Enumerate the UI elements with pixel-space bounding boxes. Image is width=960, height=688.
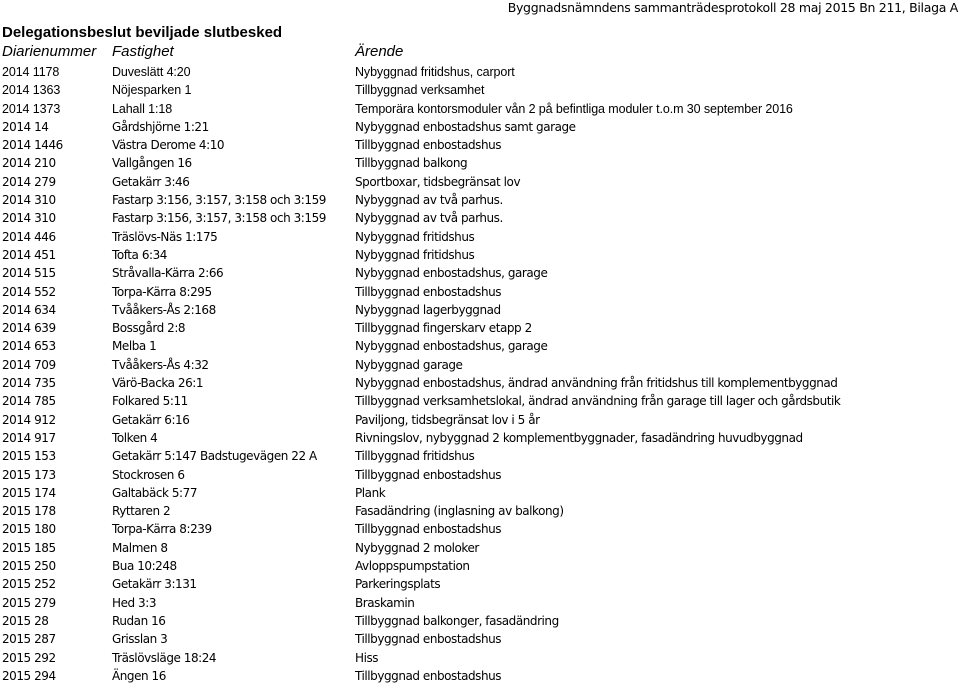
diarienummer-cell: 2015 28	[2, 613, 49, 628]
document-title: Delegationsbeslut beviljade slutbesked	[2, 24, 283, 41]
fastighet-cell: Bossgård 2:8	[112, 321, 186, 336]
diarienummer-cell: 2015 153	[2, 449, 56, 464]
diarienummer-cell: 2015 178	[2, 504, 56, 519]
diarienummer-cell: 2014 1363	[2, 83, 61, 98]
table-row	[0, 613, 960, 631]
arende-cell: Nybyggnad av två parhus.	[355, 193, 503, 208]
diarienummer-cell: 2014 310	[2, 211, 56, 226]
fastighet-cell: Träslövs-Näs 1:175	[112, 229, 218, 244]
arende-cell: Braskamin	[355, 595, 415, 610]
arende-cell: Nybyggnad enbostadshus, garage	[355, 339, 548, 354]
arende-cell: Tillbyggnad fingerskarv etapp 2	[355, 321, 532, 336]
table-row	[0, 412, 960, 430]
table-row	[0, 448, 960, 466]
table-row	[0, 192, 960, 210]
table-row	[0, 595, 960, 613]
diarienummer-cell: 2014 634	[2, 302, 56, 317]
arende-cell: Avloppspumpstation	[355, 559, 470, 574]
fastighet-cell: Ängen 16	[112, 668, 166, 683]
table-row	[0, 155, 960, 173]
diarienummer-cell: 2014 1178	[2, 65, 60, 79]
arende-cell: Nybyggnad fritidshus, carport	[355, 65, 515, 79]
fastighet-cell: Tvååkers-Ås 2:168	[112, 302, 216, 317]
fastighet-cell: Fastarp 3:156, 3:157, 3:158 och 3:159	[112, 193, 326, 208]
table-row	[0, 284, 960, 302]
fastighet-cell: Tofta 6:34	[112, 247, 167, 262]
diarienummer-cell: 2014 639	[2, 321, 56, 336]
arende-cell: Tillbyggnad enbostadshus	[355, 522, 502, 537]
arende-cell: Nybyggnad garage	[355, 357, 463, 372]
fastighet-cell: Stockrosen 6	[112, 467, 185, 482]
diarienummer-cell: 2014 515	[2, 266, 56, 281]
table-row	[0, 503, 960, 521]
diarienummer-cell: 2014 735	[2, 376, 56, 391]
arende-cell: Tillbyggnad balkonger, fasadändring	[355, 613, 559, 628]
arende-cell: Paviljong, tidsbegränsat lov i 5 år	[355, 412, 540, 427]
fastighet-cell: Getakärr 3:131	[112, 577, 197, 592]
fastighet-cell: Getakärr 3:46	[112, 174, 190, 189]
arende-cell: Tillbyggnad fritidshus	[355, 449, 475, 464]
table-row	[0, 485, 960, 503]
fastighet-cell: Nöjesparken 1	[112, 83, 192, 98]
arende-cell: Rivningslov, nybyggnad 2 komplementbyggnader, fasadändring huvudbyggnad	[355, 430, 803, 445]
column-header-diarienummer: Diarienummer	[2, 43, 97, 60]
diarienummer-cell: 2015 180	[2, 522, 56, 537]
arende-cell: Tillbyggnad verksamhet	[355, 83, 485, 98]
arende-cell: Hiss	[355, 650, 379, 665]
table-row	[0, 137, 960, 155]
diarienummer-cell: 2014 552	[2, 284, 56, 299]
table-row	[0, 320, 960, 338]
fastighet-cell: Rudan 16	[112, 613, 166, 628]
table-row	[0, 540, 960, 558]
diarienummer-cell: 2014 653	[2, 339, 56, 354]
arende-cell: Nybyggnad fritidshus	[355, 247, 475, 262]
fastighet-cell: Gårdshjörne 1:21	[112, 119, 209, 134]
arende-cell: Tillbyggnad enbostadshus	[355, 467, 502, 482]
fastighet-cell: Tolken 4	[112, 430, 158, 445]
decision-list	[0, 64, 960, 686]
diarienummer-cell: 2014 912	[2, 412, 56, 427]
table-row	[0, 375, 960, 393]
fastighet-cell: Hed 3:3	[112, 595, 157, 610]
table-row	[0, 119, 960, 137]
diarienummer-cell: 2014 1446	[2, 138, 63, 153]
table-row	[0, 302, 960, 320]
table-row	[0, 101, 960, 119]
diarienummer-cell: 2015 185	[2, 540, 56, 555]
arende-cell: Nybyggnad enbostadshus, ändrad användning från fritidshus till komplementbyggnad	[355, 376, 838, 391]
diarienummer-cell: 2015 250	[2, 559, 56, 574]
fastighet-cell: Torpa-Kärra 8:295	[112, 284, 212, 299]
diarienummer-cell: 2014 1373	[2, 101, 61, 116]
arende-cell: Nybyggnad lagerbyggnad	[355, 302, 501, 317]
table-row	[0, 558, 960, 576]
arende-cell: Tillbyggnad enbostadshus	[355, 138, 502, 153]
column-header-fastighet: Fastighet	[112, 43, 174, 60]
arende-cell: Temporära kontorsmoduler vån 2 på befintliga moduler t.o.m 30 september 2016	[355, 101, 793, 116]
fastighet-cell: Folkared 5:11	[112, 394, 188, 409]
fastighet-cell: Lahall 1:18	[112, 101, 173, 116]
fastighet-cell: Fastarp 3:156, 3:157, 3:158 och 3:159	[112, 211, 326, 226]
fastighet-cell: Galtabäck 5:77	[112, 485, 198, 500]
fastighet-cell: Grisslan 3	[112, 632, 168, 647]
diarienummer-cell: 2014 446	[2, 229, 56, 244]
diarienummer-cell: 2015 252	[2, 577, 56, 592]
fastighet-cell: Bua 10:248	[112, 559, 177, 574]
table-row	[0, 265, 960, 283]
arende-cell: Nybyggnad enbostadshus samt garage	[355, 119, 576, 134]
column-header-arende: Ärende	[355, 43, 404, 60]
arende-cell: Parkeringsplats	[355, 577, 441, 592]
fastighet-cell: Värö-Backa 26:1	[112, 376, 204, 391]
arende-cell: Tillbyggnad enbostadshus	[355, 284, 502, 299]
diarienummer-cell: 2014 14	[2, 119, 49, 134]
table-row	[0, 174, 960, 192]
table-row	[0, 467, 960, 485]
diarienummer-cell: 2015 287	[2, 632, 56, 647]
arende-cell: Nybyggnad 2 moloker	[355, 540, 479, 555]
diarienummer-cell: 2015 292	[2, 650, 56, 665]
table-row	[0, 247, 960, 265]
fastighet-cell: Malmen 8	[112, 540, 168, 555]
protocol-header: Byggnadsnämndens sammanträdesprotokoll 28 maj 2015 Bn 211, Bilaga A	[507, 0, 958, 15]
fastighet-cell: Västra Derome 4:10	[112, 138, 225, 153]
arende-cell: Fasadändring (inglasning av balkong)	[355, 504, 564, 519]
table-row	[0, 650, 960, 668]
arende-cell: Nybyggnad enbostadshus, garage	[355, 266, 548, 281]
arende-cell: Sportboxar, tidsbegränsat lov	[355, 174, 521, 189]
diarienummer-cell: 2014 310	[2, 193, 56, 208]
table-row	[0, 357, 960, 375]
diarienummer-cell: 2014 709	[2, 357, 56, 372]
arende-cell: Tillbyggnad enbostadshus	[355, 668, 502, 683]
fastighet-cell: Getakärr 5:147 Badstugevägen 22 A	[112, 449, 317, 464]
table-row	[0, 229, 960, 247]
diarienummer-cell: 2014 917	[2, 430, 56, 445]
table-row	[0, 393, 960, 411]
diarienummer-cell: 2014 210	[2, 156, 56, 171]
fastighet-cell: Torpa-Kärra 8:239	[112, 522, 212, 537]
diarienummer-cell: 2014 785	[2, 394, 56, 409]
table-row	[0, 82, 960, 100]
arende-cell: Tillbyggnad enbostadshus	[355, 632, 502, 647]
fastighet-cell: Vallgången 16	[112, 156, 192, 171]
diarienummer-cell: 2015 174	[2, 485, 56, 500]
fastighet-cell: Tvååkers-Ås 4:32	[112, 357, 209, 372]
arende-cell: Tillbyggnad verksamhetslokal, ändrad användning från garage till lager och gårdsbutik	[355, 394, 841, 409]
arende-cell: Nybyggnad fritidshus	[355, 229, 475, 244]
table-row	[0, 210, 960, 228]
fastighet-cell: Duveslätt 4:20	[112, 65, 191, 79]
table-row	[0, 338, 960, 356]
arende-cell: Plank	[355, 485, 386, 500]
fastighet-cell: Melba 1	[112, 339, 157, 354]
diarienummer-cell: 2015 173	[2, 467, 56, 482]
table-row	[0, 576, 960, 594]
arende-cell: Nybyggnad av två parhus.	[355, 211, 503, 226]
diarienummer-cell: 2015 279	[2, 595, 56, 610]
diarienummer-cell: 2014 279	[2, 174, 56, 189]
diarienummer-cell: 2014 451	[2, 247, 56, 262]
fastighet-cell: Stråvalla-Kärra 2:66	[112, 266, 224, 281]
diarienummer-cell: 2015 294	[2, 668, 56, 683]
table-row	[0, 430, 960, 448]
table-row	[0, 64, 960, 82]
table-row	[0, 521, 960, 539]
table-row	[0, 668, 960, 686]
table-row	[0, 631, 960, 649]
fastighet-cell: Träslövsläge 18:24	[112, 650, 217, 665]
fastighet-cell: Ryttaren 2	[112, 504, 171, 519]
arende-cell: Tillbyggnad balkong	[355, 156, 468, 171]
fastighet-cell: Getakärr 6:16	[112, 412, 190, 427]
